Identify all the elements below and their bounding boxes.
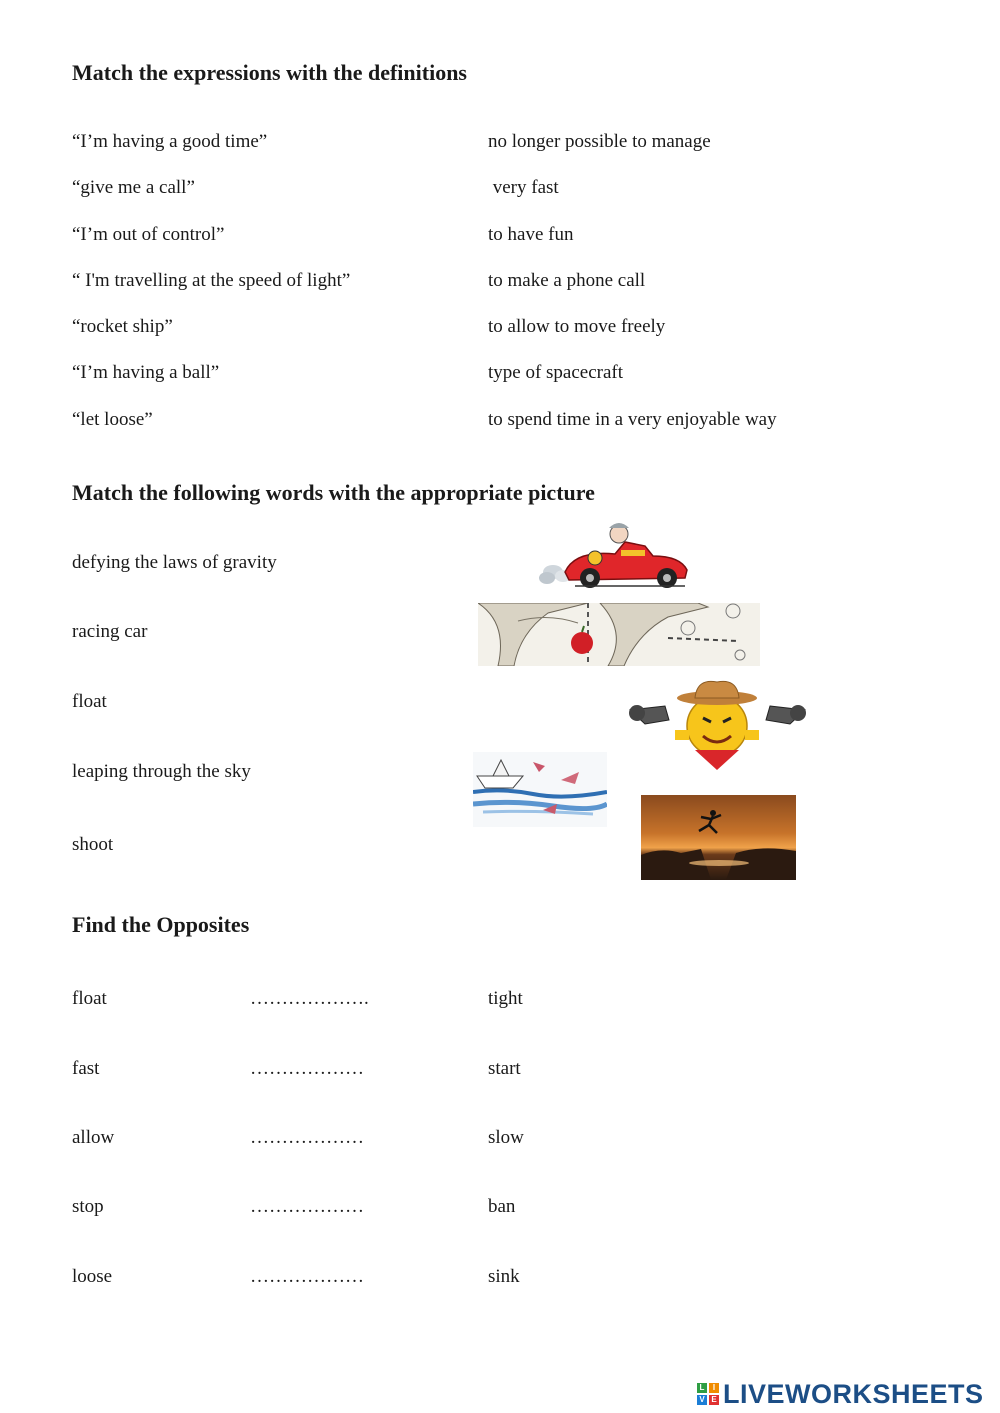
answer-blank[interactable]: ……………… bbox=[250, 1196, 364, 1217]
opposite-word: float bbox=[72, 988, 107, 1009]
definition-item: type of spacecraft bbox=[488, 362, 624, 383]
answer-blank[interactable]: ……………… bbox=[250, 1058, 364, 1079]
liveworksheets-logo-text: LIVEWORKSHEETS bbox=[723, 1378, 984, 1409]
expression-item: “let loose” bbox=[72, 409, 153, 430]
definition-item: very fast bbox=[488, 177, 559, 198]
word-item: racing car bbox=[72, 621, 148, 642]
opposite-word: stop bbox=[72, 1196, 104, 1217]
liveworksheets-logo[interactable] bbox=[697, 1378, 984, 1410]
racing-car-picture bbox=[535, 520, 695, 590]
opposite-word: allow bbox=[72, 1127, 115, 1148]
opposite-option: slow bbox=[488, 1127, 524, 1148]
answer-blank[interactable]: ……………… bbox=[250, 1266, 364, 1287]
definition-item: to spend time in a very enjoyable way bbox=[488, 409, 777, 430]
answer-blank[interactable]: ………………. bbox=[250, 988, 369, 1009]
gravity-tree-picture bbox=[478, 603, 760, 666]
paper-boat-picture bbox=[473, 752, 607, 827]
expression-item: “rocket ship” bbox=[72, 316, 173, 337]
opposite-word: loose bbox=[72, 1266, 113, 1287]
opposite-option: sink bbox=[488, 1266, 520, 1287]
section-title-opposites: Find the Opposites bbox=[72, 912, 250, 937]
section-title-expressions: Match the expressions with the definitions bbox=[72, 60, 467, 85]
section-title-pictures: Match the following words with the appropriate picture bbox=[72, 480, 595, 505]
opposite-option: tight bbox=[488, 988, 523, 1009]
answer-blank[interactable]: ……………… bbox=[250, 1127, 364, 1148]
opposite-word: fast bbox=[72, 1058, 100, 1079]
definition-item: no longer possible to manage bbox=[488, 131, 711, 152]
opposite-option: ban bbox=[488, 1196, 516, 1217]
opposite-option: start bbox=[488, 1058, 521, 1079]
definition-item: to allow to move freely bbox=[488, 316, 666, 337]
liveworksheets-logo-icon: L I V E bbox=[697, 1383, 719, 1405]
word-item: defying the laws of gravity bbox=[72, 552, 277, 573]
word-item: shoot bbox=[72, 834, 114, 855]
cowboy-picture bbox=[625, 680, 810, 770]
word-item: float bbox=[72, 691, 107, 712]
sunset-leap-picture bbox=[641, 795, 796, 880]
expression-item: “I’m having a good time” bbox=[72, 131, 268, 152]
expression-item: “I’m out of control” bbox=[72, 224, 225, 245]
expression-item: “I’m having a ball” bbox=[72, 362, 220, 383]
definition-item: to make a phone call bbox=[488, 270, 646, 291]
definition-item: to have fun bbox=[488, 224, 574, 245]
expression-item: “ I'm travelling at the speed of light” bbox=[72, 270, 351, 291]
expression-item: “give me a call” bbox=[72, 177, 195, 198]
word-item: leaping through the sky bbox=[72, 761, 251, 782]
